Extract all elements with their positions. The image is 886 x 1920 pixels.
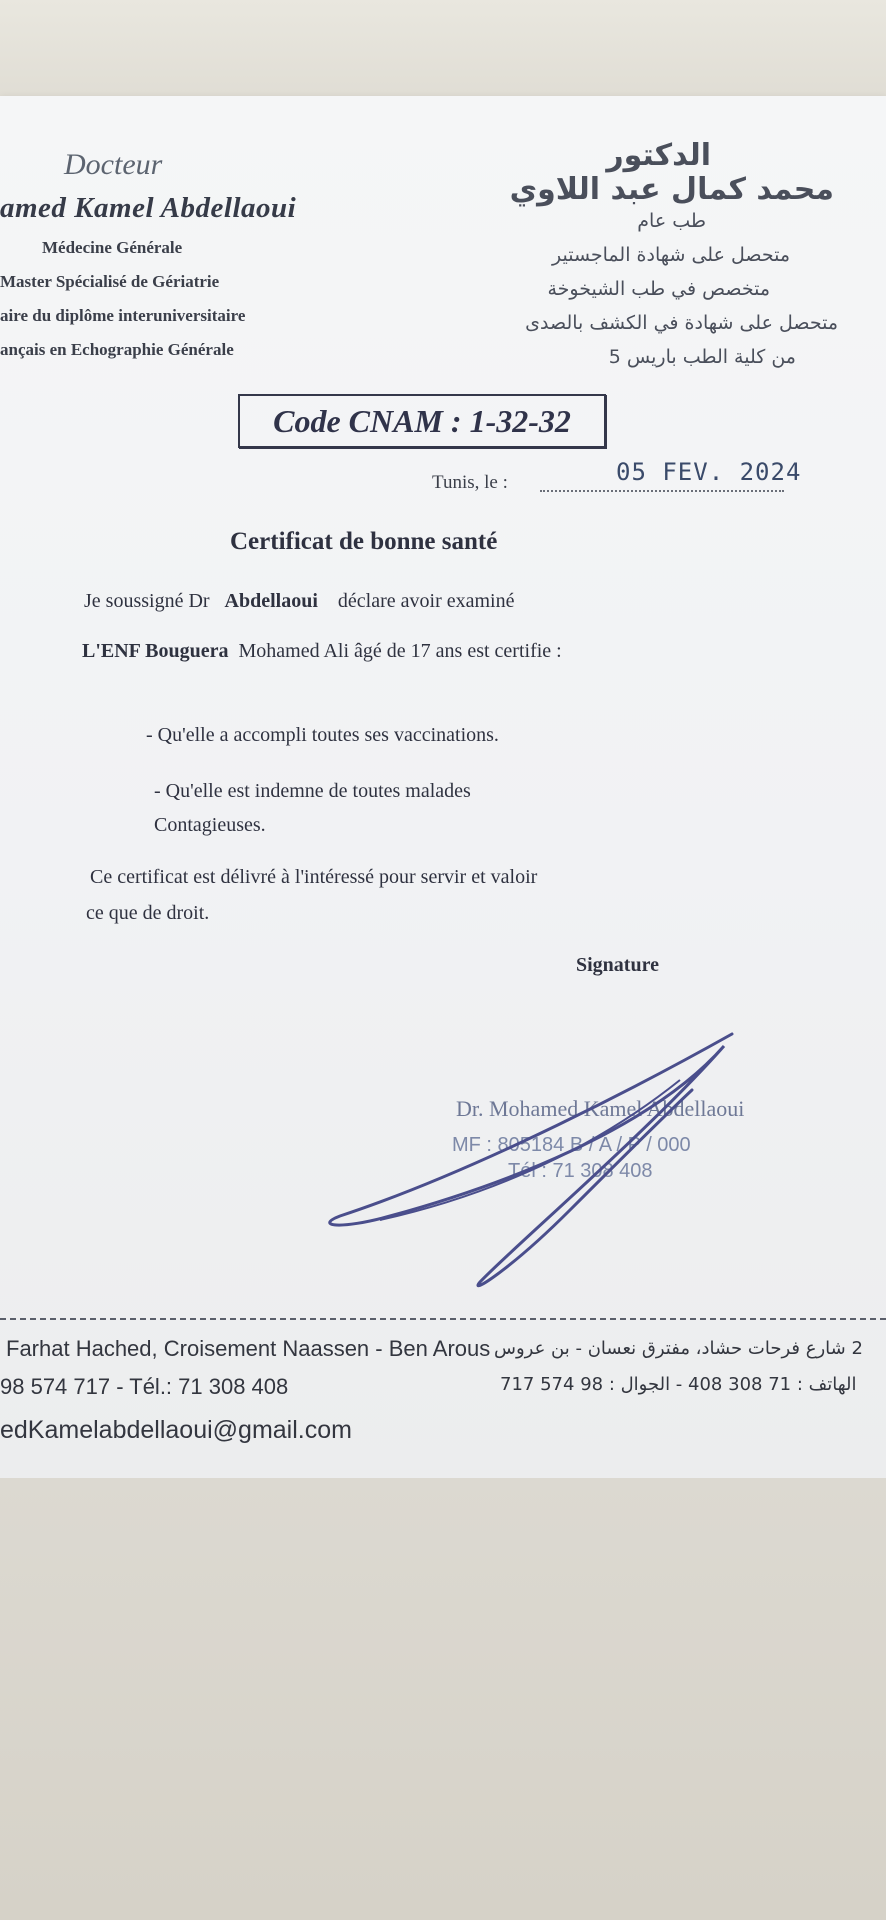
date-label: Tunis, le : bbox=[432, 472, 508, 493]
footer-separator bbox=[0, 1318, 886, 1320]
specialty-line-4: ançais en Echographie Générale bbox=[0, 340, 234, 359]
date-dotted-line bbox=[540, 490, 784, 492]
handwritten-signature bbox=[320, 1020, 740, 1300]
code-cnam-box: Code CNAM : 1-32-32 bbox=[238, 394, 606, 448]
arabic-line-3: متخصص في طب الشيخوخة bbox=[547, 278, 770, 300]
signature-stroke bbox=[330, 1034, 732, 1286]
doctor-name: amed Kamel Abdellaoui bbox=[0, 192, 297, 224]
specialty-line-3: aire du diplôme interuniversitaire bbox=[0, 306, 246, 325]
arabic-name: محمد كمال عبد اللاوي bbox=[509, 172, 834, 207]
signature-stroke-2 bbox=[380, 1080, 680, 1220]
doctor-surname: Abdellaoui bbox=[224, 590, 318, 612]
specialty-line-2: Master Spécialisé de Gériatrie bbox=[0, 272, 220, 291]
stamp-mf: MF : 805184 B / A / P / 000 bbox=[452, 1134, 691, 1156]
arabic-line-2: متحصل على شهادة الماجستير bbox=[552, 244, 790, 266]
body-line-1-pre: Je soussigné Dr bbox=[84, 590, 210, 612]
closing-line-2: ce que de droit. bbox=[86, 902, 210, 924]
body-line-1 bbox=[84, 590, 514, 613]
certificate-heading: Certificat de bonne santé bbox=[230, 528, 498, 555]
statement-vaccinations: - Qu'elle a accompli toutes ses vaccinations. bbox=[146, 724, 499, 746]
doctor-title: Docteur bbox=[64, 148, 163, 181]
specialty-line-1: Médecine Générale bbox=[42, 238, 183, 257]
footer-email: edKamelabdellaoui@gmail.com bbox=[0, 1416, 352, 1444]
patient-details: Mohamed Ali âgé de 17 ans est certifie : bbox=[238, 640, 562, 662]
stamp-name: Dr. Mohamed Kamel Abdellaoui bbox=[456, 1096, 745, 1121]
arabic-line-4: متحصل على شهادة في الكشف بالصدى bbox=[525, 312, 838, 334]
footer-phones-ar: الهاتف : 71 308 408 - الجوال : 98 574 717 bbox=[500, 1374, 857, 1395]
body-line-2 bbox=[82, 640, 562, 663]
stamp-tel: Tél : 71 308 408 bbox=[508, 1160, 653, 1182]
statement-disease-free-1: - Qu'elle est indemne de toutes malades bbox=[154, 780, 471, 802]
arabic-line-5: من كلية الطب باريس 5 bbox=[608, 346, 796, 368]
footer-address-fr: Farhat Hached, Croisement Naassen - Ben Arous bbox=[6, 1336, 491, 1361]
closing-line-1: Ce certificat est délivré à l'intéressé pour servir et valoir bbox=[90, 866, 538, 888]
footer-phones-fr: 98 574 717 - Tél.: 71 308 408 bbox=[0, 1374, 289, 1399]
signature-label: Signature bbox=[576, 954, 659, 976]
footer-address-ar: 2 شارع فرحات حشاد، مفترق نعسان - بن عروس bbox=[494, 1338, 863, 1359]
date-stamp: 05 FEV. 2024 bbox=[616, 458, 802, 486]
background-bottom bbox=[0, 1478, 886, 1920]
patient-label: L'ENF Bouguera bbox=[82, 640, 229, 662]
body-line-1-post: déclare avoir examiné bbox=[337, 590, 515, 612]
arabic-title: الدكتور bbox=[606, 138, 711, 173]
arabic-line-1: طب عام bbox=[637, 210, 706, 232]
statement-disease-free-2: Contagieuses. bbox=[154, 814, 266, 836]
